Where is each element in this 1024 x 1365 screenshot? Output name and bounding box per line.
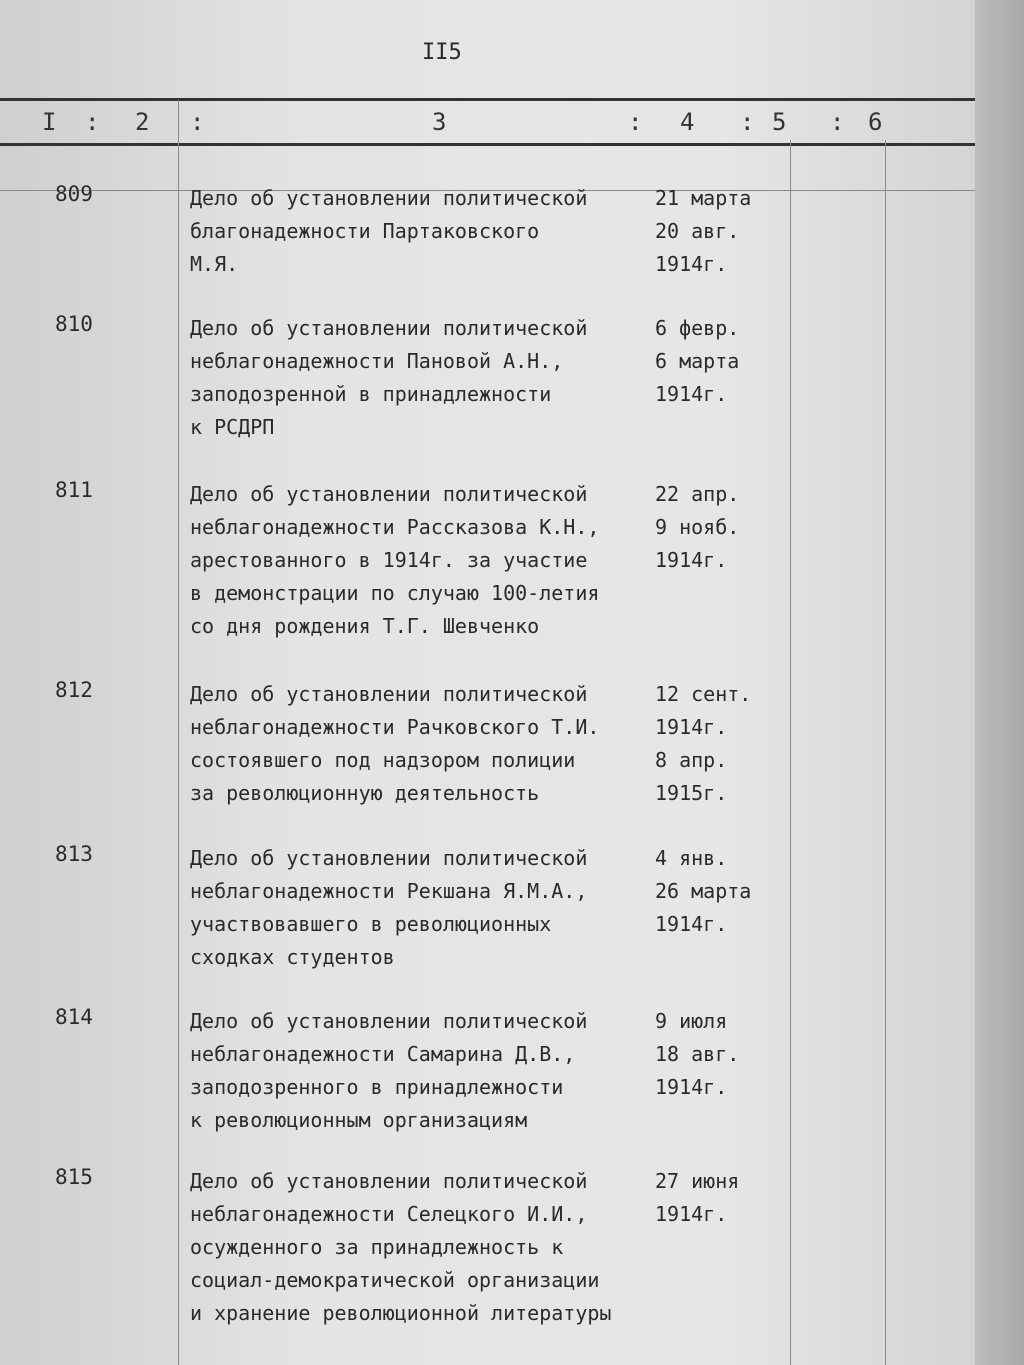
description-line: к революционным организациям [190, 1108, 528, 1132]
description-line: заподозренной в принадлежности [190, 382, 552, 406]
record-dates [655, 182, 751, 281]
date-line: 18 авг. [655, 1042, 740, 1066]
record-number: 814 [55, 1005, 93, 1029]
description-line: неблагонадежности Рекшана Я.М.А., [190, 879, 588, 903]
record-number: 810 [55, 312, 93, 336]
description-line: в демонстрации по случаю 100-летия [190, 581, 600, 605]
date-line: 22 апр. [655, 482, 740, 506]
record-dates [655, 1005, 739, 1104]
description-line: Дело об установлении политической [190, 846, 588, 870]
page-edge [975, 0, 1024, 1365]
date-line: 1914г. [655, 548, 728, 572]
record-dates [655, 678, 751, 810]
column-header-1: I [42, 108, 57, 136]
description-line: осужденного за принадлежность к [190, 1235, 564, 1259]
date-line: 6 марта [655, 349, 740, 373]
description-line: со дня рождения Т.Г. Шевченко [190, 614, 540, 638]
record-dates [655, 478, 739, 577]
date-line: 9 нояб. [655, 515, 740, 539]
description-line: социал-демократической организации [190, 1268, 600, 1292]
column-separator: : [740, 108, 755, 136]
record-description [190, 312, 587, 444]
date-line: 20 авг. [655, 219, 740, 243]
description-line: М.Я. [190, 252, 239, 276]
record-description [190, 478, 599, 643]
date-line: 21 марта [655, 186, 752, 210]
description-line: Дело об установлении политической [190, 682, 588, 706]
record-dates [655, 1165, 739, 1231]
column-separator: : [85, 108, 100, 136]
column-separator: : [190, 108, 205, 136]
date-line: 8 апр. [655, 748, 728, 772]
date-line: 1914г. [655, 715, 728, 739]
record-number: 815 [55, 1165, 93, 1189]
date-line: 12 сент. [655, 682, 752, 706]
date-line: 1914г. [655, 1075, 728, 1099]
date-line: 9 июля [655, 1009, 728, 1033]
column-header-6: 6 [868, 108, 883, 136]
description-line: Дело об установлении политической [190, 186, 588, 210]
description-line: участвовавшего в революционных [190, 912, 552, 936]
record-number: 809 [55, 182, 93, 206]
record-number: 813 [55, 842, 93, 866]
description-line: неблагонадежности Селецкого И.И., [190, 1202, 588, 1226]
description-line: неблагонадежности Самарина Д.В., [190, 1042, 576, 1066]
column-divider [885, 140, 886, 1365]
description-line: Дело об установлении политической [190, 316, 588, 340]
description-line: за революционную деятельность [190, 781, 540, 805]
description-line: благонадежности Партаковского [190, 219, 540, 243]
record-dates [655, 842, 751, 941]
description-line: заподозренного в принадлежности [190, 1075, 564, 1099]
column-divider [178, 100, 179, 1365]
description-line: неблагонадежности Пановой А.Н., [190, 349, 564, 373]
column-divider [790, 140, 791, 1365]
column-header-4: 4 [680, 108, 695, 136]
record-description [190, 1165, 611, 1330]
date-line: 1914г. [655, 1202, 728, 1226]
record-dates [655, 312, 739, 411]
column-separator: : [628, 108, 643, 136]
date-line: 1915г. [655, 781, 728, 805]
date-line: 4 янв. [655, 846, 728, 870]
page-number: II5 [422, 40, 462, 65]
date-line: 26 марта [655, 879, 752, 903]
description-line: к РСДРП [190, 415, 275, 439]
record-description [190, 678, 599, 810]
record-description [190, 842, 587, 974]
record-description [190, 182, 587, 281]
column-separator: : [830, 108, 845, 136]
description-line: Дело об установлении политической [190, 1169, 588, 1193]
description-line: состоявшего под надзором полиции [190, 748, 576, 772]
record-number: 812 [55, 678, 93, 702]
column-header-5: 5 [772, 108, 787, 136]
description-line: неблагонадежности Рассказова К.Н., [190, 515, 600, 539]
column-header-3: 3 [432, 108, 447, 136]
header-rule-top [0, 98, 975, 101]
description-line: неблагонадежности Рачковского Т.И. [190, 715, 600, 739]
date-line: 27 июня [655, 1169, 740, 1193]
description-line: сходках студентов [190, 945, 395, 969]
description-line: арестованного в 1914г. за участие [190, 548, 588, 572]
record-description [190, 1005, 587, 1137]
description-line: и хранение революционной литературы [190, 1301, 612, 1325]
record-number: 811 [55, 478, 93, 502]
date-line: 1914г. [655, 252, 728, 276]
header-rule-middle [0, 143, 975, 146]
description-line: Дело об установлении политической [190, 482, 588, 506]
column-header-2: 2 [135, 108, 150, 136]
date-line: 6 февр. [655, 316, 740, 340]
date-line: 1914г. [655, 382, 728, 406]
date-line: 1914г. [655, 912, 728, 936]
description-line: Дело об установлении политической [190, 1009, 588, 1033]
